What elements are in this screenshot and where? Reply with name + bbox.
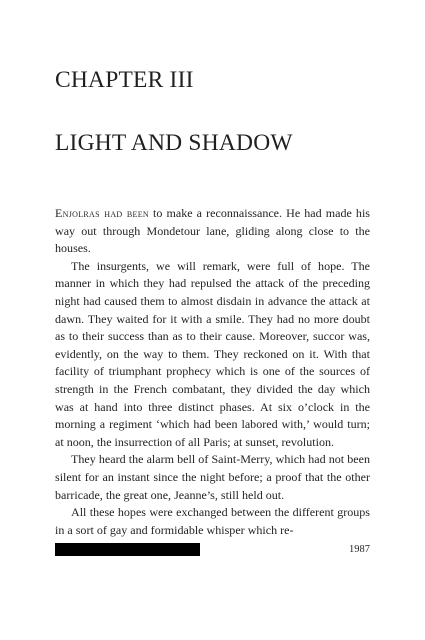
- body-text: [55, 205, 370, 539]
- chapter-number: CHAPTER III: [55, 67, 194, 93]
- paragraph: They heard the alarm bell of Saint-Merry, which had not been silent for an instant since the night before; a proof that the other barricade, the great one, Jeanne’s, still held out.: [55, 452, 370, 502]
- paragraph: All these hopes were exchanged between the different groups in a sort of gay and formidable whisper which re-: [55, 505, 370, 537]
- page-number: 1987: [349, 544, 370, 555]
- redaction-bar: [55, 543, 200, 556]
- chapter-title: LIGHT AND SHADOW: [55, 130, 293, 156]
- paragraph: The insurgents, we will remark, were full of hope. The manner in which they had repulsed the attack of the preceding night had caused them to almost disdain in advance the attack at dawn. They waited for it with a smile. They had no more doubt as to their success than as to their cause. Moreover, succor was, evidently, on the way to them. They reckoned on it. With that facility of triumphant prophecy which is one of the sources of strength in the French combatant, they divided the day which was at hand into three distinct phases. At six o’clock in the morning a regiment ‘which had been labored with,’ would turn; at noon, the insurrection of all Paris; at sunset, revolution.: [55, 258, 370, 449]
- paragraph: [55, 205, 370, 258]
- paragraph-lead: Enjolras had been: [55, 206, 149, 220]
- paragraph-text: to make a reconnaissance. He had made his way out through Mondetour lane, gliding along close to the houses.: [55, 206, 370, 256]
